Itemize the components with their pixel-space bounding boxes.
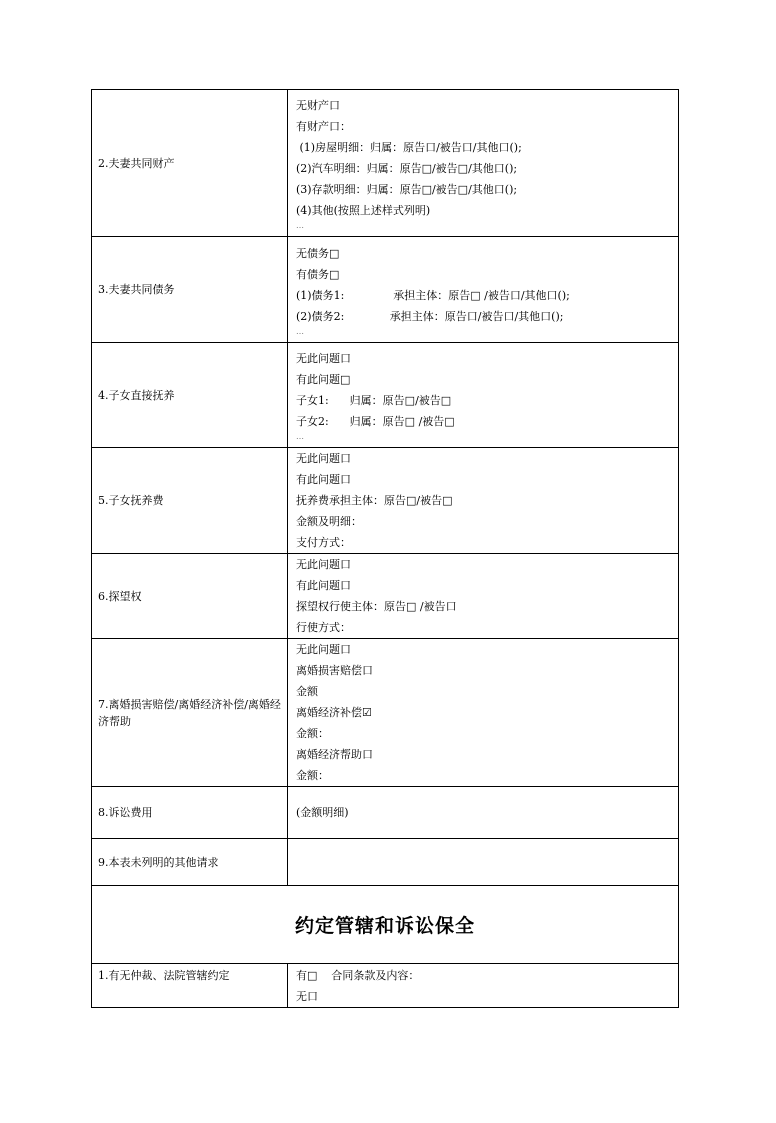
content-line: 金额：: [296, 727, 329, 740]
row-label: 8.诉讼费用: [92, 787, 288, 839]
content-line: 离婚经济补偿☑: [296, 706, 372, 719]
section-header-row: [92, 886, 679, 964]
row-label: 7.离婚损害赔偿/离婚经济补偿/离婚经济帮助: [92, 639, 288, 787]
table-row: [92, 787, 679, 839]
row-label: 5.子女抚养费: [92, 448, 288, 554]
ellipsis-mark: …: [296, 326, 304, 336]
content-line: 有财产口：: [296, 120, 351, 133]
ellipsis-mark: …: [296, 221, 304, 230]
content-line: 子女1: 归属：原告□/被告□: [296, 394, 452, 407]
row-label: 1.有无仲裁、法院管辖约定: [92, 964, 288, 1008]
content-line: 无此问题口: [296, 352, 351, 365]
row-content: [288, 839, 679, 886]
content-line: 支付方式：: [296, 536, 351, 549]
content-line: 离婚经济帮助口: [296, 748, 373, 761]
content-line: 无此问题口: [296, 452, 351, 465]
row-label: 4.子女直接抚养: [92, 343, 288, 448]
table-row: [92, 964, 679, 1008]
content-line: (金额明细): [296, 806, 349, 819]
content-line: (1)债务1: 承担主体：原告□ /被告口/其他口();: [296, 288, 570, 302]
content-line: 金额及明细：: [296, 515, 362, 528]
row-label: 3.夫妻共同债务: [92, 237, 288, 343]
row-content: [288, 787, 679, 839]
content-line: 无口: [296, 989, 318, 1003]
content-line: 有□ 合同条款及内容：: [296, 968, 420, 982]
content-line: 子女2: 归属：原告□ /被告□: [296, 415, 455, 428]
content-line: 无财产口: [296, 99, 340, 112]
row-content: [288, 237, 679, 343]
table-row: [92, 639, 679, 787]
content-line: 有此问题□: [296, 373, 351, 386]
table-row: [92, 90, 679, 237]
row-content: [288, 554, 679, 639]
row-content: [288, 90, 679, 237]
row-content: [288, 448, 679, 554]
content-line: 有此问题口: [296, 473, 351, 486]
row-content: [288, 964, 679, 1008]
complaint-form-table: [91, 89, 679, 1008]
content-line: 抚养费承担主体：原告□/被告□: [296, 494, 453, 507]
content-line: 行使方式：: [296, 621, 351, 634]
row-content: [288, 343, 679, 448]
content-line: (2)债务2: 承担主体：原告口/被告口/其他口();: [296, 309, 564, 323]
content-line: 无此问题口: [296, 558, 351, 571]
content-line: 有此问题口: [296, 579, 351, 592]
content-line: 金额: [296, 685, 318, 698]
table-row: [92, 343, 679, 448]
table-row: [92, 237, 679, 343]
content-line: 无债务□: [296, 246, 340, 260]
ellipsis-mark: …: [296, 432, 304, 441]
content-line: 金额：: [296, 769, 329, 782]
table-row: [92, 554, 679, 639]
table-row: [92, 839, 679, 886]
content-line: (3)存款明细：归属：原告□/被告□/其他口();: [296, 183, 518, 196]
content-line: 无此问题口: [296, 643, 351, 656]
content-line: 探望权行使主体：原告□ /被告口: [296, 600, 457, 613]
content-line: (2)汽车明细：归属：原告□/被告□/其他口();: [296, 162, 518, 175]
content-line: 有债务□: [296, 267, 340, 281]
section-title: 约定管辖和诉讼保全: [92, 886, 679, 964]
content-line: 离婚损害赔偿口: [296, 664, 373, 677]
row-label: 6.探望权: [92, 554, 288, 639]
row-label: 9.本表未列明的其他请求: [92, 839, 288, 886]
table-row: [92, 448, 679, 554]
row-label: 2.夫妻共同财产: [92, 90, 288, 237]
row-content: [288, 639, 679, 787]
content-line: (4)其他(按照上述样式列明): [296, 204, 431, 217]
content-line: (1)房屋明细：归属：原告口/被告口/其他口();: [296, 141, 522, 154]
